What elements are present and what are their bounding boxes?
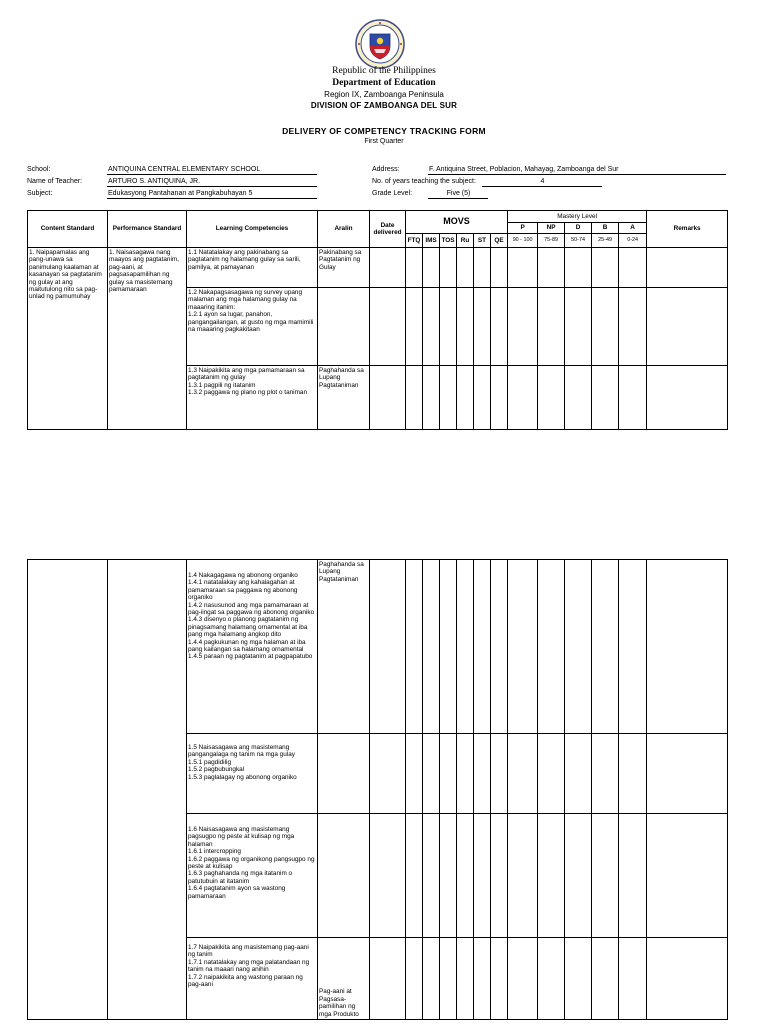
address-label: Address: — [372, 166, 400, 173]
subject-value: Edukasyong Pantahanan at Pangkabuhayan 5 — [107, 190, 317, 199]
movs-cell[interactable] — [457, 814, 474, 938]
mastery-cell[interactable] — [538, 248, 565, 288]
mastery-cell[interactable] — [619, 248, 647, 288]
header-date-delivered: Date delivered — [370, 211, 406, 248]
mastery-cell[interactable] — [538, 366, 565, 430]
movs-cell[interactable] — [440, 938, 457, 1020]
division-heading: DIVISION OF ZAMBOANGA DEL SUR — [310, 101, 458, 110]
competency-cell: 1.2 Nakapagsasagawa ng survey upang malaman ang mga halamang gulay na maaaring itanim: 1.2.1 ayon sa lugar, panahon, pangangailangan, at gusto ng mga mamimili na maaaring pagkakitaan — [187, 288, 318, 366]
movs-cell[interactable] — [457, 560, 474, 734]
header-range-a: 0-24 — [619, 234, 647, 248]
header-mastery-np: NP — [538, 223, 565, 234]
mastery-cell[interactable] — [592, 366, 619, 430]
aralin-cell: Pakinabang sa Pagtatanim ng Gulay — [318, 248, 370, 288]
mastery-cell[interactable] — [619, 366, 647, 430]
mastery-cell[interactable] — [538, 734, 565, 814]
movs-cell[interactable] — [406, 938, 423, 1020]
header-movs-ims: IMS — [423, 234, 440, 248]
mastery-cell[interactable] — [508, 248, 538, 288]
performance-standard-cell: 1. Naisasagawa nang maayos ang pagtatanim, pag-aani, at pagsasapamilihan ng gulay sa masistemang pamamaraan — [108, 248, 187, 430]
mastery-cell[interactable] — [508, 938, 538, 1020]
mastery-cell[interactable] — [565, 938, 592, 1020]
movs-cell[interactable] — [457, 938, 474, 1020]
mastery-cell[interactable] — [619, 734, 647, 814]
movs-cell[interactable] — [440, 288, 457, 366]
content-standard-cell — [28, 560, 108, 1020]
remarks-cell[interactable] — [647, 560, 728, 734]
competency-cell: 1.1 Natatalakay ang pakinabang sa pagtatanim ng halamang gulay sa sarili, pamilya, at pamayanan — [187, 248, 318, 288]
header-movs-qe: QE — [491, 234, 508, 248]
date-cell[interactable] — [370, 734, 406, 814]
mastery-cell[interactable] — [565, 814, 592, 938]
movs-cell[interactable] — [491, 560, 508, 734]
mastery-cell[interactable] — [508, 560, 538, 734]
movs-cell[interactable] — [423, 366, 440, 430]
header-content-standard: Content Standard — [28, 211, 108, 248]
movs-cell[interactable] — [491, 814, 508, 938]
movs-cell[interactable] — [440, 248, 457, 288]
movs-cell[interactable] — [423, 734, 440, 814]
movs-cell[interactable] — [423, 814, 440, 938]
remarks-cell[interactable] — [647, 288, 728, 366]
mastery-cell[interactable] — [508, 288, 538, 366]
competency-cell: 1.7 Naipakikita ang masistemang pag-aani ng tanim 1.7.1 natatalakay ang mga palatandaan ng tanim na maaari nang anihin 1.7.2 naipakikita ang wastong paraan ng pag-aani — [187, 938, 318, 1020]
movs-cell[interactable] — [440, 734, 457, 814]
movs-cell[interactable] — [474, 288, 491, 366]
mastery-cell[interactable] — [565, 288, 592, 366]
movs-cell[interactable] — [440, 366, 457, 430]
movs-cell[interactable] — [491, 288, 508, 366]
aralin-cell: Paghahanda sa Lupang Pagtataniman — [318, 366, 370, 430]
header-movs-tos: TOS — [440, 234, 457, 248]
header-performance-standard: Performance Standard — [108, 211, 187, 248]
mastery-cell[interactable] — [508, 734, 538, 814]
movs-cell[interactable] — [474, 560, 491, 734]
years-label: No. of years teaching the subject: — [372, 178, 476, 185]
mastery-cell[interactable] — [565, 248, 592, 288]
aralin-cell — [318, 288, 370, 366]
header-mastery-p: P — [508, 223, 538, 234]
movs-cell[interactable] — [406, 248, 423, 288]
header-mastery-b: B — [592, 223, 619, 234]
table-row — [28, 248, 728, 288]
header-range-b: 25-49 — [592, 234, 619, 248]
header-movs-ftq: FTQ — [406, 234, 423, 248]
date-cell[interactable] — [370, 366, 406, 430]
movs-cell[interactable] — [491, 366, 508, 430]
table-row — [28, 560, 728, 734]
form-title: DELIVERY OF COMPETENCY TRACKING FORM — [282, 126, 486, 136]
movs-cell[interactable] — [406, 814, 423, 938]
header-range-np: 75-89 — [538, 234, 565, 248]
teacher-label: Name of Teacher: — [27, 178, 83, 185]
header-movs-st: ST — [474, 234, 491, 248]
subject-label: Subject: — [27, 190, 53, 197]
movs-cell[interactable] — [423, 938, 440, 1020]
mastery-cell[interactable] — [592, 734, 619, 814]
mastery-cell[interactable] — [619, 814, 647, 938]
mastery-cell[interactable] — [592, 938, 619, 1020]
grade-label: Grade Level: — [372, 190, 413, 197]
mastery-cell[interactable] — [538, 938, 565, 1020]
movs-cell[interactable] — [440, 814, 457, 938]
movs-cell[interactable] — [491, 938, 508, 1020]
movs-cell[interactable] — [423, 248, 440, 288]
header-movs-ru: Ru — [457, 234, 474, 248]
remarks-cell[interactable] — [647, 938, 728, 1020]
mastery-cell[interactable] — [592, 814, 619, 938]
content-standard-cell: 1. Naipapamalas ang pang-unawa sa panimulang kaalaman at kasanayan sa pagtatanim ng gulay at ang maitutulong nito sa pag-unlad ng pamumuhay — [28, 248, 108, 430]
movs-cell[interactable] — [491, 248, 508, 288]
movs-cell[interactable] — [457, 366, 474, 430]
competency-cell: 1.3 Naipakikita ang mga pamamaraan sa pagtatanim ng gulay 1.3.1 pagpili ng itatanim 1.3.2 paggawa ng plano ng plot o taniman — [187, 366, 318, 430]
header-mastery-level: Mastery Level — [508, 211, 647, 223]
date-cell[interactable] — [370, 814, 406, 938]
movs-cell[interactable] — [457, 288, 474, 366]
movs-cell[interactable] — [406, 560, 423, 734]
school-value: ANTIQUINA CENTRAL ELEMENTARY SCHOOL — [107, 166, 317, 175]
tracking-table-page1 — [27, 210, 728, 430]
header-learning-competencies: Learning Competencies — [187, 211, 318, 248]
mastery-cell[interactable] — [565, 734, 592, 814]
deped-seal-icon — [355, 19, 405, 69]
competency-cell: 1.5 Naisasagawa ang masistemang pangangalaga ng tanim na mga gulay 1.5.1 pagdidilig 1.5.2 pagbubungkal 1.5.3 paglalagay ng abonong organiko — [187, 734, 318, 814]
department-heading: Department of Education — [332, 78, 436, 88]
mastery-cell[interactable] — [592, 288, 619, 366]
address-value: F. Antiquina Street, Poblacion, Mahayag, Zamboanga del Sur — [428, 166, 726, 175]
aralin-cell — [318, 734, 370, 814]
grade-value: Five (5) — [428, 190, 488, 199]
teacher-value: ARTURO S. ANTIQUINA, JR. — [107, 178, 317, 187]
movs-cell[interactable] — [474, 734, 491, 814]
mastery-cell[interactable] — [508, 814, 538, 938]
remarks-cell[interactable] — [647, 248, 728, 288]
movs-cell[interactable] — [406, 288, 423, 366]
header-movs: MOVS — [406, 211, 508, 234]
header-aralin: Aralin — [318, 211, 370, 248]
mastery-cell[interactable] — [565, 560, 592, 734]
movs-cell[interactable] — [457, 248, 474, 288]
tracking-table-page2 — [27, 559, 728, 1020]
performance-standard-cell — [108, 560, 187, 1020]
school-label: School: — [27, 166, 51, 173]
movs-cell[interactable] — [474, 366, 491, 430]
movs-cell[interactable] — [440, 560, 457, 734]
movs-cell[interactable] — [423, 560, 440, 734]
remarks-cell[interactable] — [647, 734, 728, 814]
date-cell[interactable] — [370, 288, 406, 366]
years-value: 4 — [482, 178, 602, 187]
header-remarks: Remarks — [647, 211, 728, 248]
movs-cell[interactable] — [474, 938, 491, 1020]
header-range-d: 50-74 — [565, 234, 592, 248]
header-mastery-d: D — [565, 223, 592, 234]
header-mastery-a: A — [619, 223, 647, 234]
movs-cell[interactable] — [457, 734, 474, 814]
mastery-cell[interactable] — [538, 560, 565, 734]
movs-cell[interactable] — [491, 734, 508, 814]
mastery-cell[interactable] — [565, 366, 592, 430]
date-cell[interactable] — [370, 248, 406, 288]
mastery-cell[interactable] — [619, 288, 647, 366]
mastery-cell[interactable] — [619, 938, 647, 1020]
movs-cell[interactable] — [474, 814, 491, 938]
mastery-cell[interactable] — [508, 366, 538, 430]
quarter-label: First Quarter — [364, 138, 404, 145]
movs-cell[interactable] — [406, 366, 423, 430]
movs-cell[interactable] — [423, 288, 440, 366]
mastery-cell[interactable] — [538, 288, 565, 366]
aralin-cell: Pag-aani at Pagsasa-pamilihan ng mga Produkto — [318, 938, 370, 1020]
mastery-cell[interactable] — [592, 560, 619, 734]
mastery-cell[interactable] — [538, 814, 565, 938]
region-heading: Region IX, Zamboanga Peninsula — [324, 90, 444, 99]
aralin-cell: Paghahanda sa Lupang Pagtataniman — [318, 560, 370, 734]
competency-cell: 1.6 Naisasagawa ang masistemang pagsugpo ng peste at kulisap ng mga halaman 1.6.1 intercropping 1.6.2 paggawa ng organikong pangsugpo ng peste at kulisap 1.6.3 paghahanda ng mga itatanim o patutubuin at itatanim 1.6.4 pagtatanim ayon sa wastong pamamaraan — [187, 814, 318, 938]
remarks-cell[interactable] — [647, 366, 728, 430]
date-cell[interactable] — [370, 560, 406, 734]
date-cell[interactable] — [370, 938, 406, 1020]
remarks-cell[interactable] — [647, 814, 728, 938]
republic-heading: Republic of the Philippines — [332, 66, 436, 76]
header-range-p: 90 - 100 — [508, 234, 538, 248]
competency-cell: 1.4 Nakagagawa ng abonong organiko 1.4.1 natatalakay ang kahalagahan at pamamaraan sa paggawa ng abonong organiko 1.4.2 nasusunod ang mga pamamaraan at pag-iingat sa paggawa ng abonong organiko 1.4.3 disenyo o planong pagtatanim ng pinagsamang halamang ornamental at iba pang mga halamang angkop dito 1.4.4 pagkukunan ng mga halaman at iba pang kailangan sa halamang ornamental 1.4.5 paraan ng pagtatanim at pagpapatubo — [187, 560, 318, 734]
movs-cell[interactable] — [406, 734, 423, 814]
mastery-cell[interactable] — [619, 560, 647, 734]
movs-cell[interactable] — [474, 248, 491, 288]
mastery-cell[interactable] — [592, 248, 619, 288]
aralin-cell — [318, 814, 370, 938]
